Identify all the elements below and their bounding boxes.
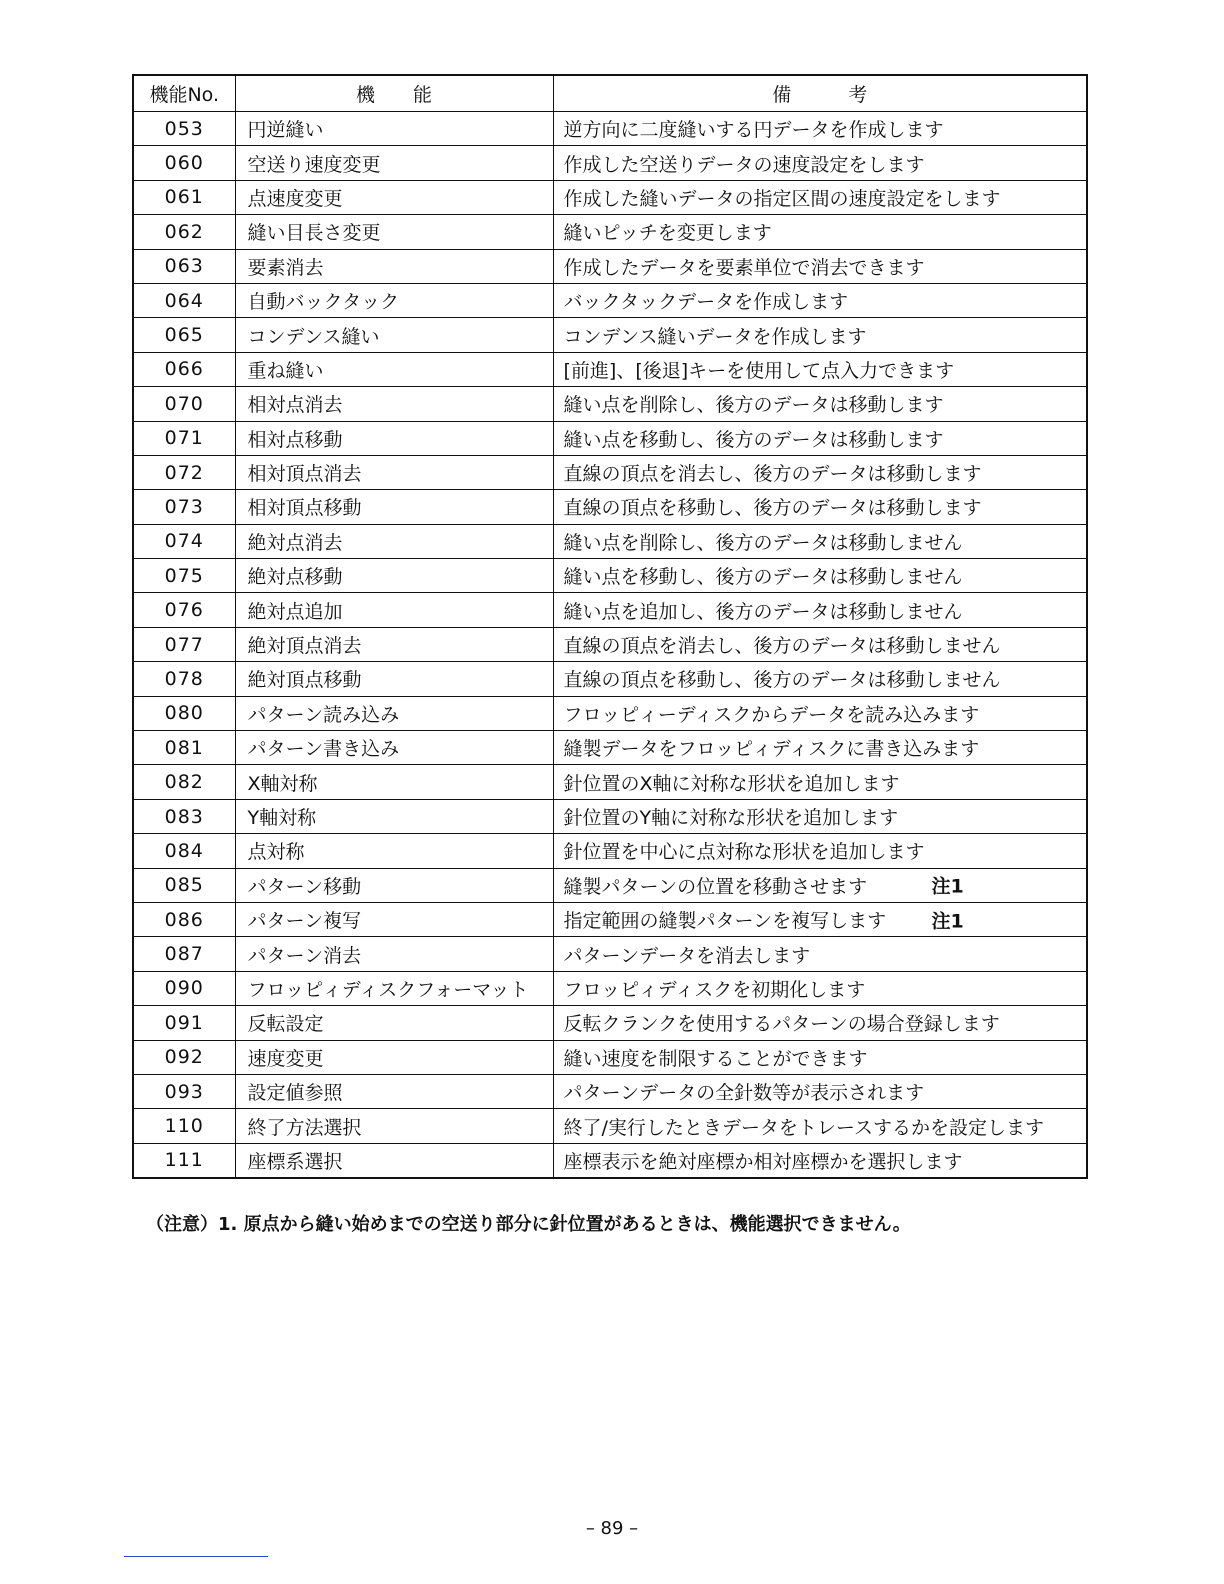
function-name-cell: 速度変更 bbox=[235, 1040, 553, 1074]
remarks-cell bbox=[553, 146, 1087, 180]
function-number-cell: 086 bbox=[133, 902, 235, 936]
function-number-cell: 082 bbox=[133, 765, 235, 799]
table-row bbox=[133, 524, 1087, 558]
table-row bbox=[133, 1109, 1087, 1143]
remarks-cell bbox=[553, 112, 1087, 146]
table-row bbox=[133, 112, 1087, 146]
table-row bbox=[133, 283, 1087, 317]
table-row bbox=[133, 318, 1087, 352]
function-number-cell: 092 bbox=[133, 1040, 235, 1074]
function-name-cell: 重ね縫い bbox=[235, 352, 553, 386]
remarks-cell bbox=[553, 868, 1087, 902]
function-table bbox=[132, 74, 1088, 1179]
function-name-cell: 設定値参照 bbox=[235, 1074, 553, 1108]
function-name-cell: 終了方法選択 bbox=[235, 1109, 553, 1143]
function-number-cell: 060 bbox=[133, 146, 235, 180]
function-name-cell: 絶対頂点移動 bbox=[235, 662, 553, 696]
remarks-text: 作成した空送りデータの速度設定をします bbox=[563, 153, 925, 176]
footnote: （注意）1. 原点から縫い始めまでの空送り部分に針位置があるときは、機能選択できません。 bbox=[146, 1214, 911, 1235]
remarks-text: 指定範囲の縫製パターンを複写します bbox=[563, 910, 887, 933]
remarks-cell bbox=[553, 971, 1087, 1005]
function-name-cell: パターン書き込み bbox=[235, 731, 553, 765]
function-name-cell: 絶対点消去 bbox=[235, 524, 553, 558]
remarks-text: [前進]、[後退]キーを使用して点入力できます bbox=[563, 359, 955, 382]
function-number-cell: 084 bbox=[133, 834, 235, 868]
function-name-cell: パターン複写 bbox=[235, 902, 553, 936]
table-row bbox=[133, 627, 1087, 661]
remarks-cell bbox=[553, 421, 1087, 455]
remarks-text: 作成したデータを要素単位で消去できます bbox=[563, 256, 925, 279]
function-number-cell: 074 bbox=[133, 524, 235, 558]
function-number-cell: 064 bbox=[133, 283, 235, 317]
function-number-cell: 081 bbox=[133, 731, 235, 765]
function-name-cell: 相対点消去 bbox=[235, 387, 553, 421]
function-number-cell: 080 bbox=[133, 696, 235, 730]
remarks-cell bbox=[553, 902, 1087, 936]
remarks-text: 縫い点を追加し、後方のデータは移動しません bbox=[563, 600, 963, 623]
function-name-cell: パターン消去 bbox=[235, 937, 553, 971]
table-row bbox=[133, 215, 1087, 249]
function-number-cell: 078 bbox=[133, 662, 235, 696]
remarks-text: 縫い点を削除し、後方のデータは移動します bbox=[563, 394, 944, 417]
page-number: – 89 – bbox=[585, 1518, 639, 1539]
table-header-row bbox=[133, 75, 1087, 112]
header-remarks: 備 考 bbox=[553, 75, 1087, 112]
remarks-cell bbox=[553, 387, 1087, 421]
function-name-cell: 円逆縫い bbox=[235, 112, 553, 146]
remarks-text: 直線の頂点を移動し、後方のデータは移動しません bbox=[563, 669, 1001, 692]
remarks-text: 針位置を中心に点対称な形状を追加します bbox=[563, 841, 925, 864]
table-body bbox=[133, 112, 1087, 1179]
function-number-cell: 077 bbox=[133, 627, 235, 661]
function-name-cell: 点対称 bbox=[235, 834, 553, 868]
remarks-text: 縫い点を移動し、後方のデータは移動します bbox=[563, 428, 944, 451]
remarks-text: 反転クランクを使用するパターンの場合登録します bbox=[563, 1013, 1000, 1036]
table-row bbox=[133, 937, 1087, 971]
table-row bbox=[133, 731, 1087, 765]
remarks-cell bbox=[553, 352, 1087, 386]
table-row bbox=[133, 1006, 1087, 1040]
remarks-text: 針位置のX軸に対称な形状を追加します bbox=[563, 772, 900, 795]
remarks-cell bbox=[553, 834, 1087, 868]
bottom-rule-line bbox=[124, 1556, 268, 1557]
remarks-cell bbox=[553, 662, 1087, 696]
table-row bbox=[133, 593, 1087, 627]
remarks-text: 逆方向に二度縫いする円データを作成します bbox=[563, 119, 944, 142]
table-row bbox=[133, 146, 1087, 180]
function-name-cell: 自動バックタック bbox=[235, 283, 553, 317]
remarks-text: コンデンス縫いデータを作成します bbox=[563, 325, 867, 348]
function-name-cell: パターン読み込み bbox=[235, 696, 553, 730]
table-row bbox=[133, 559, 1087, 593]
remarks-cell bbox=[553, 799, 1087, 833]
table-row bbox=[133, 1143, 1087, 1178]
function-number-cell: 075 bbox=[133, 559, 235, 593]
note-reference: 注1 bbox=[931, 910, 964, 933]
remarks-text: パターンデータを消去します bbox=[563, 944, 811, 967]
table-row bbox=[133, 902, 1087, 936]
function-number-cell: 061 bbox=[133, 180, 235, 214]
function-name-cell: 相対頂点移動 bbox=[235, 490, 553, 524]
function-number-cell: 091 bbox=[133, 1006, 235, 1040]
function-name-cell: 反転設定 bbox=[235, 1006, 553, 1040]
table-row bbox=[133, 868, 1087, 902]
table-row bbox=[133, 1074, 1087, 1108]
function-name-cell: 絶対点移動 bbox=[235, 559, 553, 593]
function-number-cell: 073 bbox=[133, 490, 235, 524]
remarks-text: 終了/実行したときデータをトレースするかを設定します bbox=[563, 1116, 1044, 1139]
function-number-cell: 066 bbox=[133, 352, 235, 386]
remarks-text: 縫製パターンの位置を移動させます bbox=[563, 875, 868, 898]
remarks-cell bbox=[553, 455, 1087, 489]
function-name-cell: パターン移動 bbox=[235, 868, 553, 902]
remarks-text: 針位置のY軸に対称な形状を追加します bbox=[563, 807, 899, 829]
function-name-cell: コンデンス縫い bbox=[235, 318, 553, 352]
remarks-cell bbox=[553, 765, 1087, 799]
function-number-cell: 076 bbox=[133, 593, 235, 627]
function-number-cell: 087 bbox=[133, 937, 235, 971]
table-row bbox=[133, 834, 1087, 868]
function-name-cell: 空送り速度変更 bbox=[235, 146, 553, 180]
table-row bbox=[133, 421, 1087, 455]
function-number-cell: 063 bbox=[133, 249, 235, 283]
function-name-cell: 座標系選択 bbox=[235, 1143, 553, 1178]
function-number-cell: 090 bbox=[133, 971, 235, 1005]
function-name-cell: 相対点移動 bbox=[235, 421, 553, 455]
remarks-text: 直線の頂点を移動し、後方のデータは移動します bbox=[563, 497, 982, 520]
remarks-cell bbox=[553, 180, 1087, 214]
function-number-cell: 065 bbox=[133, 318, 235, 352]
function-name-cell: 点速度変更 bbox=[235, 180, 553, 214]
function-number-cell: 070 bbox=[133, 387, 235, 421]
remarks-cell bbox=[553, 318, 1087, 352]
remarks-text: パターンデータの全針数等が表示されます bbox=[563, 1082, 925, 1105]
remarks-text: 縫い点を削除し、後方のデータは移動しません bbox=[563, 531, 963, 554]
remarks-cell bbox=[553, 937, 1087, 971]
table-row bbox=[133, 696, 1087, 730]
remarks-text: フロッピィディスクを初期化します bbox=[563, 978, 866, 1001]
remarks-cell bbox=[553, 1006, 1087, 1040]
table-row bbox=[133, 455, 1087, 489]
remarks-cell bbox=[553, 249, 1087, 283]
remarks-cell bbox=[553, 731, 1087, 765]
remarks-cell bbox=[553, 524, 1087, 558]
function-number-cell: 111 bbox=[133, 1143, 235, 1178]
table-row bbox=[133, 352, 1087, 386]
remarks-text: 直線の頂点を消去し、後方のデータは移動しません bbox=[563, 635, 1001, 658]
remarks-cell bbox=[553, 593, 1087, 627]
remarks-text: フロッピィーディスクからデータを読み込みます bbox=[563, 703, 980, 726]
function-number-cell: 085 bbox=[133, 868, 235, 902]
note-reference: 注1 bbox=[931, 875, 964, 898]
table-row bbox=[133, 387, 1087, 421]
table-row bbox=[133, 799, 1087, 833]
remarks-text: 直線の頂点を消去し、後方のデータは移動します bbox=[563, 463, 982, 486]
remarks-text: 縫製データをフロッピィディスクに書き込みます bbox=[563, 738, 980, 761]
function-number-cell: 093 bbox=[133, 1074, 235, 1108]
function-name-cell: 絶対頂点消去 bbox=[235, 627, 553, 661]
remarks-cell bbox=[553, 490, 1087, 524]
remarks-cell bbox=[553, 215, 1087, 249]
remarks-cell bbox=[553, 1040, 1087, 1074]
remarks-cell bbox=[553, 559, 1087, 593]
table-row bbox=[133, 1040, 1087, 1074]
function-name-cell: フロッピィディスクフォーマット bbox=[235, 971, 553, 1005]
remarks-cell bbox=[553, 283, 1087, 317]
remarks-cell bbox=[553, 627, 1087, 661]
table-row bbox=[133, 765, 1087, 799]
remarks-text: 作成した縫いデータの指定区間の速度設定をします bbox=[563, 187, 1001, 210]
remarks-text: バックタックデータを作成します bbox=[563, 291, 849, 314]
table-row bbox=[133, 662, 1087, 696]
table-row bbox=[133, 249, 1087, 283]
table-row bbox=[133, 490, 1087, 524]
function-number-cell: 062 bbox=[133, 215, 235, 249]
table-row bbox=[133, 971, 1087, 1005]
table-row bbox=[133, 180, 1087, 214]
remarks-text: 縫い点を移動し、後方のデータは移動しません bbox=[563, 566, 963, 589]
remarks-cell bbox=[553, 1109, 1087, 1143]
function-name-cell: Y軸対称 bbox=[235, 799, 553, 833]
remarks-text: 縫いピッチを変更します bbox=[563, 222, 772, 245]
function-number-cell: 110 bbox=[133, 1109, 235, 1143]
function-number-cell: 071 bbox=[133, 421, 235, 455]
remarks-text: 座標表示を絶対座標か相対座標かを選択します bbox=[563, 1150, 963, 1173]
function-number-cell: 083 bbox=[133, 799, 235, 833]
function-number-cell: 072 bbox=[133, 455, 235, 489]
function-name-cell: 要素消去 bbox=[235, 249, 553, 283]
function-name-cell: X軸対称 bbox=[235, 765, 553, 799]
header-function-no: 機能No. bbox=[133, 75, 235, 112]
function-number-cell: 053 bbox=[133, 112, 235, 146]
remarks-cell bbox=[553, 1143, 1087, 1178]
remarks-cell bbox=[553, 696, 1087, 730]
remarks-cell bbox=[553, 1074, 1087, 1108]
remarks-text: 縫い速度を制限することができます bbox=[563, 1047, 868, 1070]
function-name-cell: 絶対点追加 bbox=[235, 593, 553, 627]
header-function: 機 能 bbox=[235, 75, 553, 112]
function-name-cell: 相対頂点消去 bbox=[235, 455, 553, 489]
function-name-cell: 縫い目長さ変更 bbox=[235, 215, 553, 249]
